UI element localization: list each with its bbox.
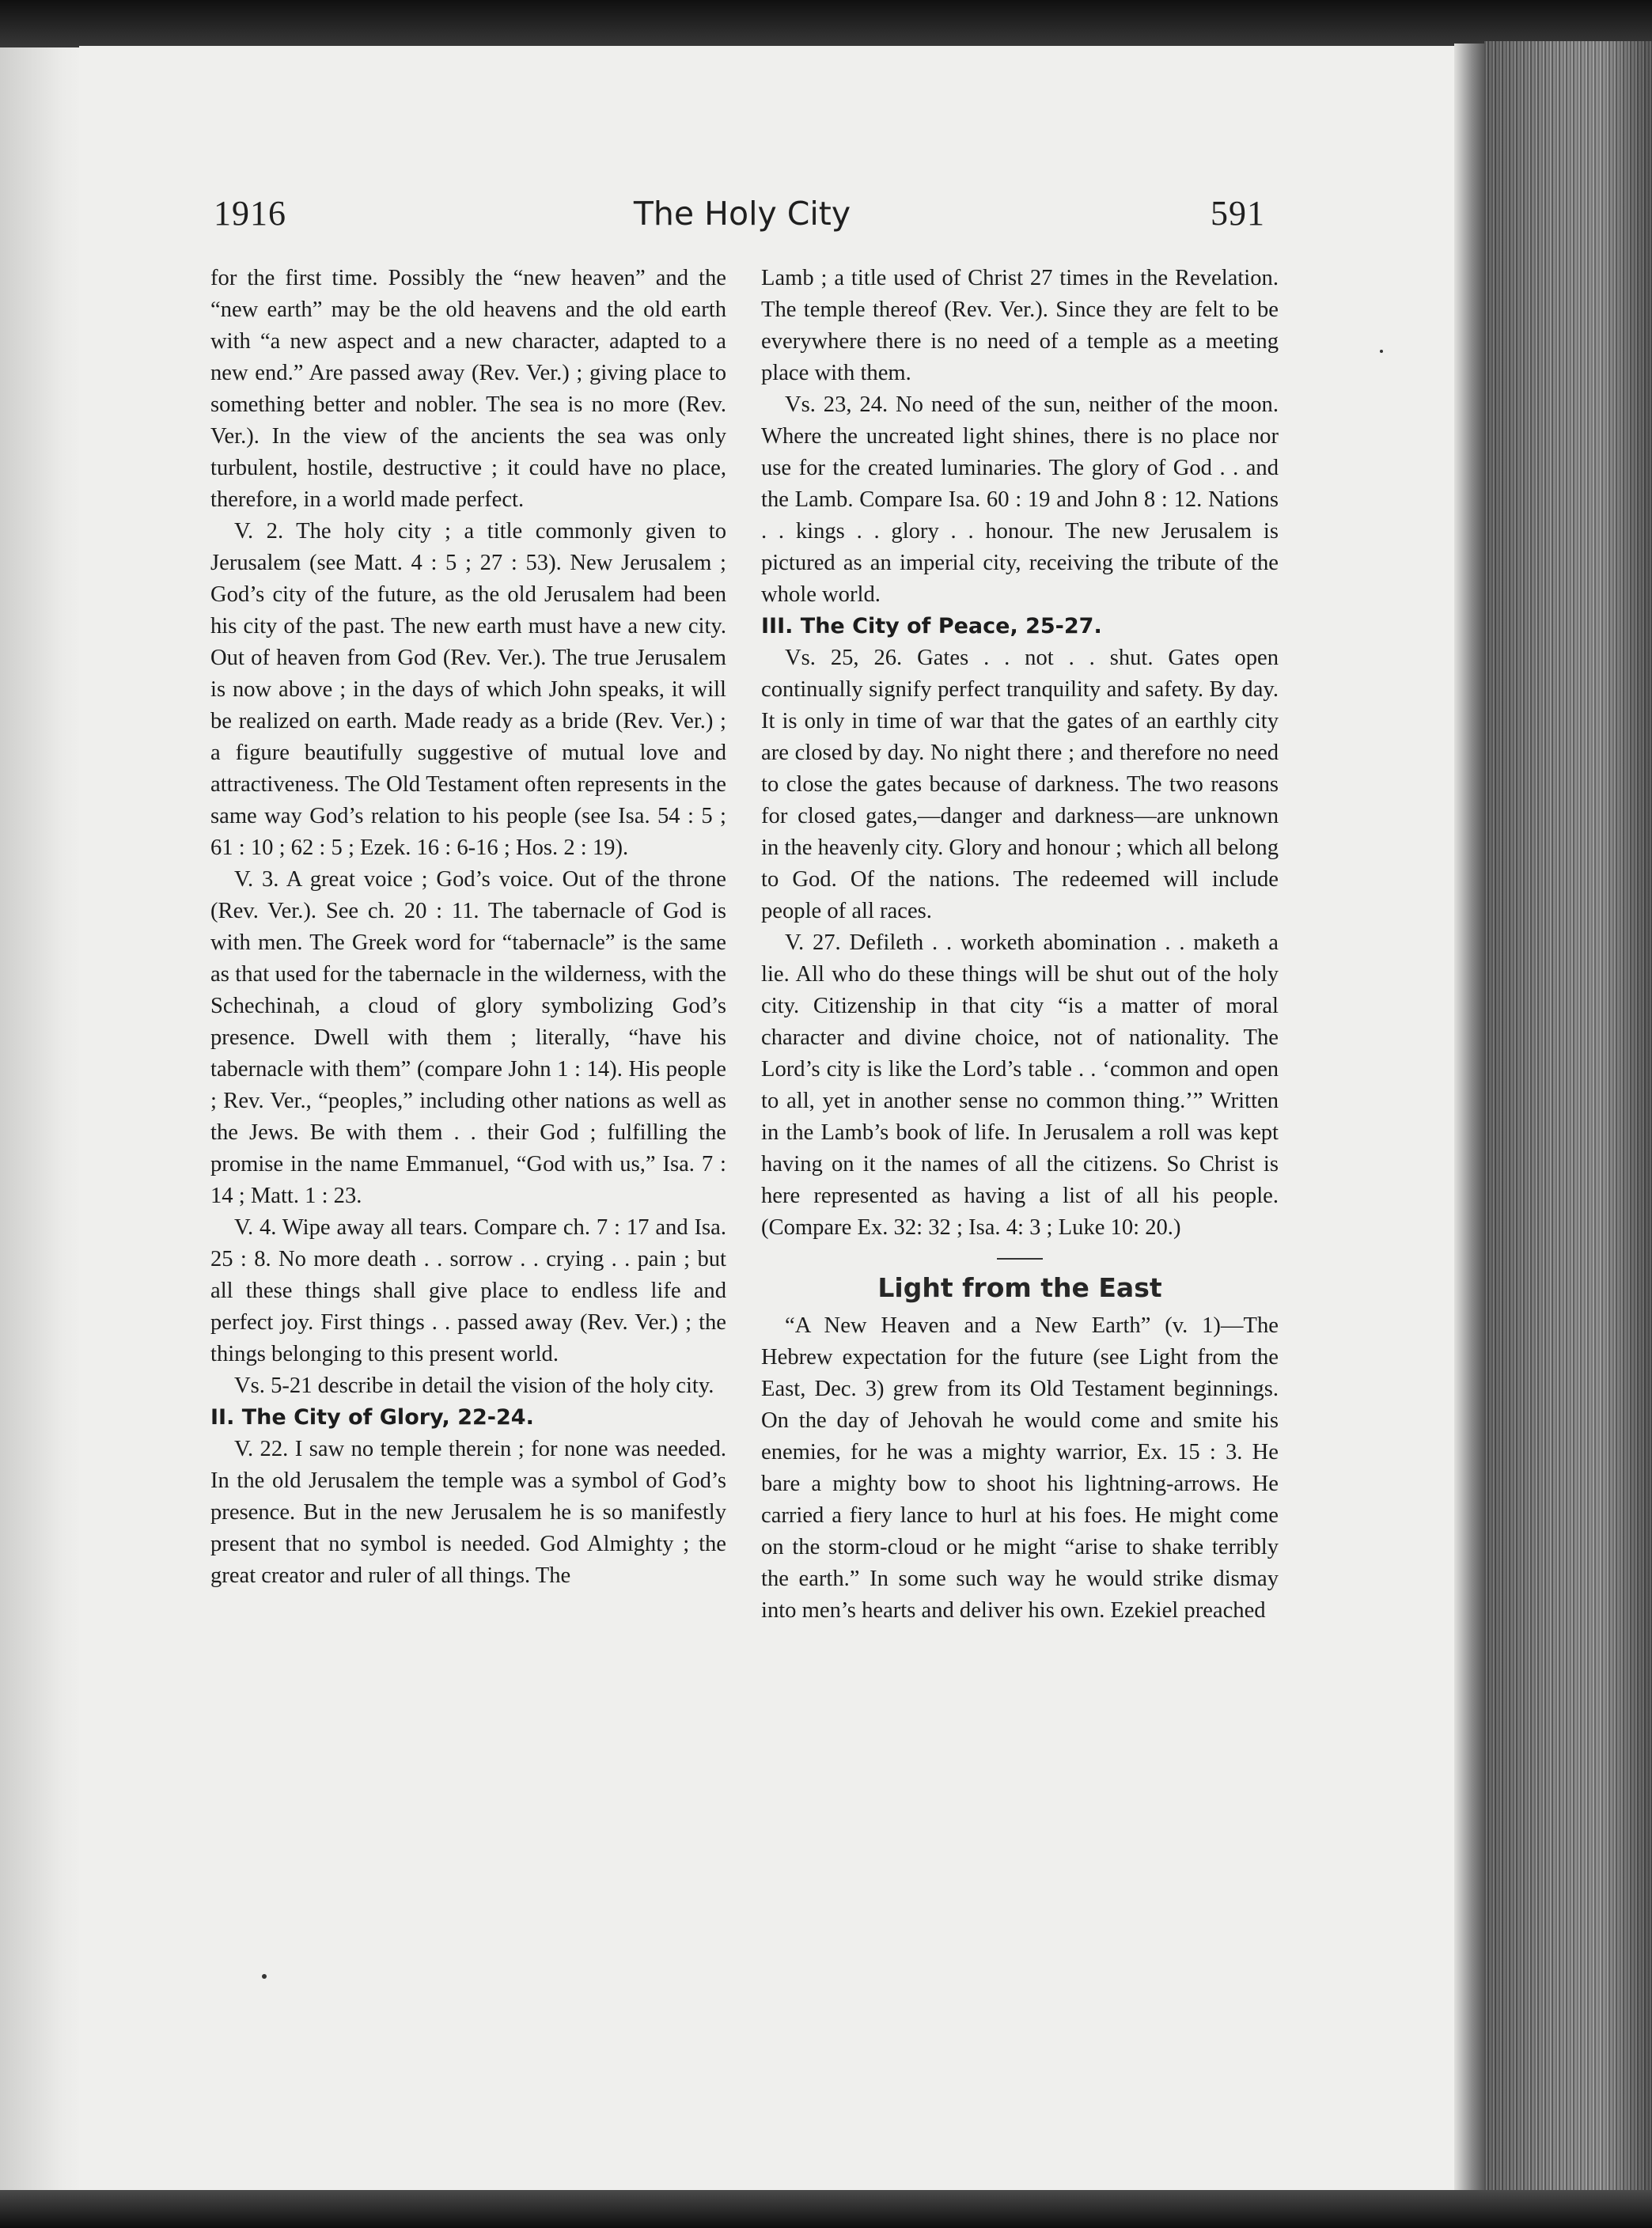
previous-page-shadow xyxy=(0,47,79,2193)
page-gutter xyxy=(1454,44,1486,2196)
paragraph: V. 22. I saw no temple therein ; for none was needed. In the old Jerusalem the temple was a symbol of God’s presence. But in the new Jerusalem he is so manifestly present that no symbol is needed. God Almighty ; the great creator and ruler of all things. The xyxy=(210,1437,726,1588)
right-column xyxy=(761,263,1279,1627)
paragraph: Vs. 25, 26. Gates . . not . . shut. Gates open continually signify perfect tranquility and safety. By day. It is only in time of war that the gates of an earthly city are closed by day. No night there ; and therefore no need to close the gates because of darkness. The two reasons for closed gates,—danger and darkness—are unknown in the heavenly city. Glory and honour ; which all belong to God. Of the nations. The redeemed will include people of all races. xyxy=(761,646,1279,923)
section-heading: III. The City of Peace, 25-27. xyxy=(761,614,1102,638)
speck xyxy=(262,1974,267,1979)
paragraph: “A New Heaven and a New Earth” (v. 1)—The Hebrew expectation for the future (see Light from the East, Dec. 3) grew from its Old Testament beginnings. On the day of Jehovah he would come and smite his enemies, for he was a mighty warrior, Ex. 15 : 3. He bare a mighty bow to shoot his lightning-arrows. He carried a fiery lance to hurl at his foes. He might come on the storm-cloud or he might “arise to shake terribly the earth.” In some such way he would strike dismay into men’s hearts and deliver his own. Ezekiel preached xyxy=(761,1313,1279,1623)
paragraph: Vs. 5-21 describe in detail the vision of the holy city. xyxy=(234,1374,714,1398)
paragraph: for the first time. Possibly the “new heaven” and the “new earth” may be the old heavens and the old earth with “a new aspect and a new character, adapted to a new end.” Are passed away (Rev. Ver.) ; giving place to something better and nobler. The sea is no more (Rev. Ver.). In the view of the ancients the sea was only turbulent, hostile, destructive ; it could have no place, therefore, in a world made perfect. xyxy=(210,266,726,512)
scan-top-border xyxy=(0,0,1652,51)
paragraph: Vs. 23, 24. No need of the sun, neither of the moon. Where the uncreated light shines, there is no place nor use for the created luminaries. The glory of God . . and the Lamb. Compare Isa. 60 : 19 and John 8 : 12. Nations . . kings . . glory . . honour. The new Jerusalem is pictured as an imperial city, receiving the tribute of the whole world. xyxy=(761,392,1279,607)
left-column xyxy=(210,263,726,1592)
page-title: The Holy City xyxy=(633,195,851,233)
light-from-the-east-heading: Light from the East xyxy=(877,1272,1162,1303)
section-heading: II. The City of Glory, 22-24. xyxy=(210,1405,534,1430)
divider xyxy=(997,1258,1043,1260)
paragraph: V. 2. The holy city ; a title commonly given to Jerusalem (see Matt. 4 : 5 ; 27 : 53). New Jerusalem ; God’s city of the future, as the old Jerusalem had been his city of the past. The new earth must have a new city. Out of heaven from God (Rev. Ver.). The true Jerusalem is now above ; in the days of which John speaks, it will be realized on earth. Made ready as a bride (Rev. Ver.) ; a figure beautifully suggestive of mutual love and attractiveness. The Old Testament often represents in the same way God’s relation to his people (see Isa. 54 : 5 ; 61 : 10 ; 62 : 5 ; Ezek. 16 : 6-16 ; Hos. 2 : 19). xyxy=(210,519,726,860)
paragraph: V. 4. Wipe away all tears. Compare ch. 7 : 17 and Isa. 25 : 8. No more death . . sorrow . . crying . . pain ; but all these things shall give place to endless life and perfect joy. First things . . passed away (Rev. Ver.) ; the things belonging to this present world. xyxy=(210,1215,726,1366)
page-number: 591 xyxy=(1211,194,1265,233)
paragraph: Lamb ; a title used of Christ 27 times in the Revelation. The temple thereof (Rev. Ver.). Since they are felt to be everywhere there is no need of a temple as a meeting place with them. xyxy=(761,266,1279,385)
paragraph: V. 3. A great voice ; God’s voice. Out of the throne (Rev. Ver.). See ch. 20 : 11. The tabernacle of God is with men. The Greek word for “tabernacle” is the same as that used for the tabernacle in the wilderness, with the Schechinah, a cloud of glory symbolizing God’s presence. Dwell with them ; literally, “have his tabernacle with them” (compare John 1 : 14). His people ; Rev. Ver., “peoples,” including other nations as well as the Jews. Be with them . . their God ; fulfilling the promise in the name Emmanuel, “God with us,” Isa. 7 : 14 ; Matt. 1 : 23. xyxy=(210,867,726,1208)
paragraph: V. 27. Defileth . . worketh abomination . . maketh a lie. All who do these things will be shut out of the holy city. Citizenship in that city “is a matter of moral character and divine choice, not of nationality. The Lord’s city is like the Lord’s table . . ‘common and open to all, yet in another sense no common thing.’” Written in the Lamb’s book of life. In Jerusalem a roll was kept having on it the names of all the citizens. So Christ is here represented as having a list of all his people. (Compare Ex. 32: 32 ; Isa. 4: 3 ; Luke 10: 20.) xyxy=(761,930,1279,1240)
scan-bottom-border xyxy=(0,2190,1652,2228)
header-year: 1916 xyxy=(214,194,286,233)
page-edges-shade xyxy=(1484,41,1652,2196)
speck xyxy=(1380,350,1383,353)
